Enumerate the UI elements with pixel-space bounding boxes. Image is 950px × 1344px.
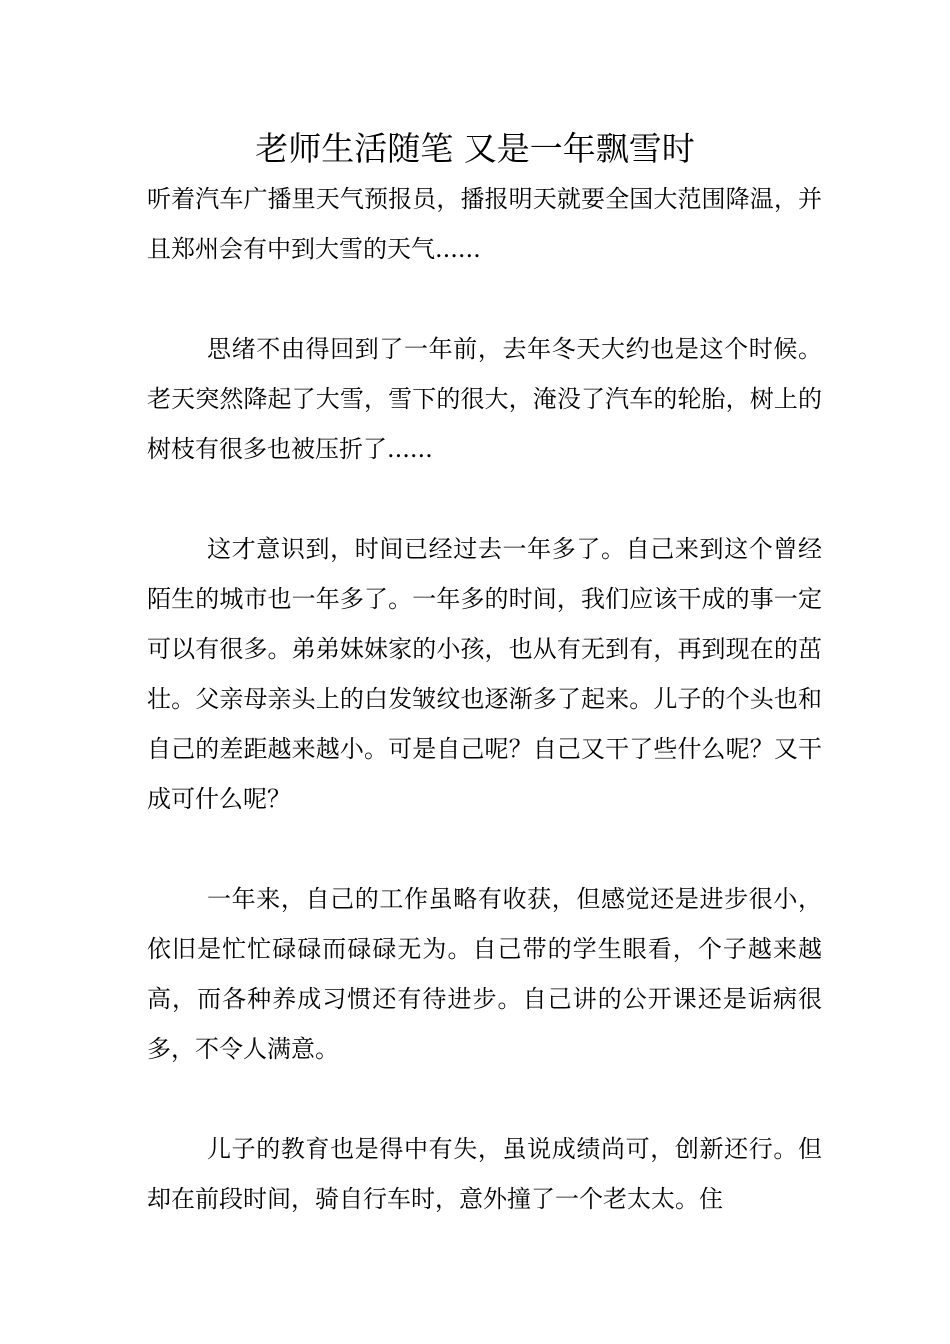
document-title: 老师生活随笔 又是一年飘雪时 (255, 129, 695, 168)
paragraph-1: 听着汽车广播里天气预报员，播报明天就要全国大范围降温，并且郑州会有中到大雪的天气...... (147, 185, 822, 263)
paragraph-gap (147, 1074, 822, 1124)
document-body (147, 174, 822, 1224)
paragraph-5: 儿子的教育也是得中有失，虽说成绩尚可，创新还行。但却在前段时间，骑自行车时，意外撞了一个老太太。住 (147, 1135, 822, 1213)
paragraph-gap (147, 474, 822, 524)
paragraph-2: 思绪不由得回到了一年前，去年冬天大约也是这个时候。老天突然降起了大雪，雪下的很大，淹没了汽车的轮胎，树上的树枝有很多也被压折了...... (147, 335, 822, 463)
paragraph-3: 这才意识到，时间已经过去一年多了。自己来到这个曾经陌生的城市也一年多了。一年多的时间，我们应该干成的事一定可以有很多。弟弟妹妹家的小孩，也从有无到有，再到现在的茁壮。父亲母亲头上的白发皱纹也逐渐多了起来。儿子的个头也和自己的差距越来越小。可是自己呢？自己又干了些什么呢？又干成可什么呢？ (147, 535, 822, 813)
paragraph-gap (147, 824, 822, 874)
paragraph-gap (147, 274, 822, 324)
paragraph-4: 一年来，自己的工作虽略有收获，但感觉还是进步很小，依旧是忙忙碌碌而碌碌无为。自己带的学生眼看，个子越来越高，而各种养成习惯还有待进步。自己讲的公开课还是诟病很多，不令人满意。 (147, 885, 822, 1063)
